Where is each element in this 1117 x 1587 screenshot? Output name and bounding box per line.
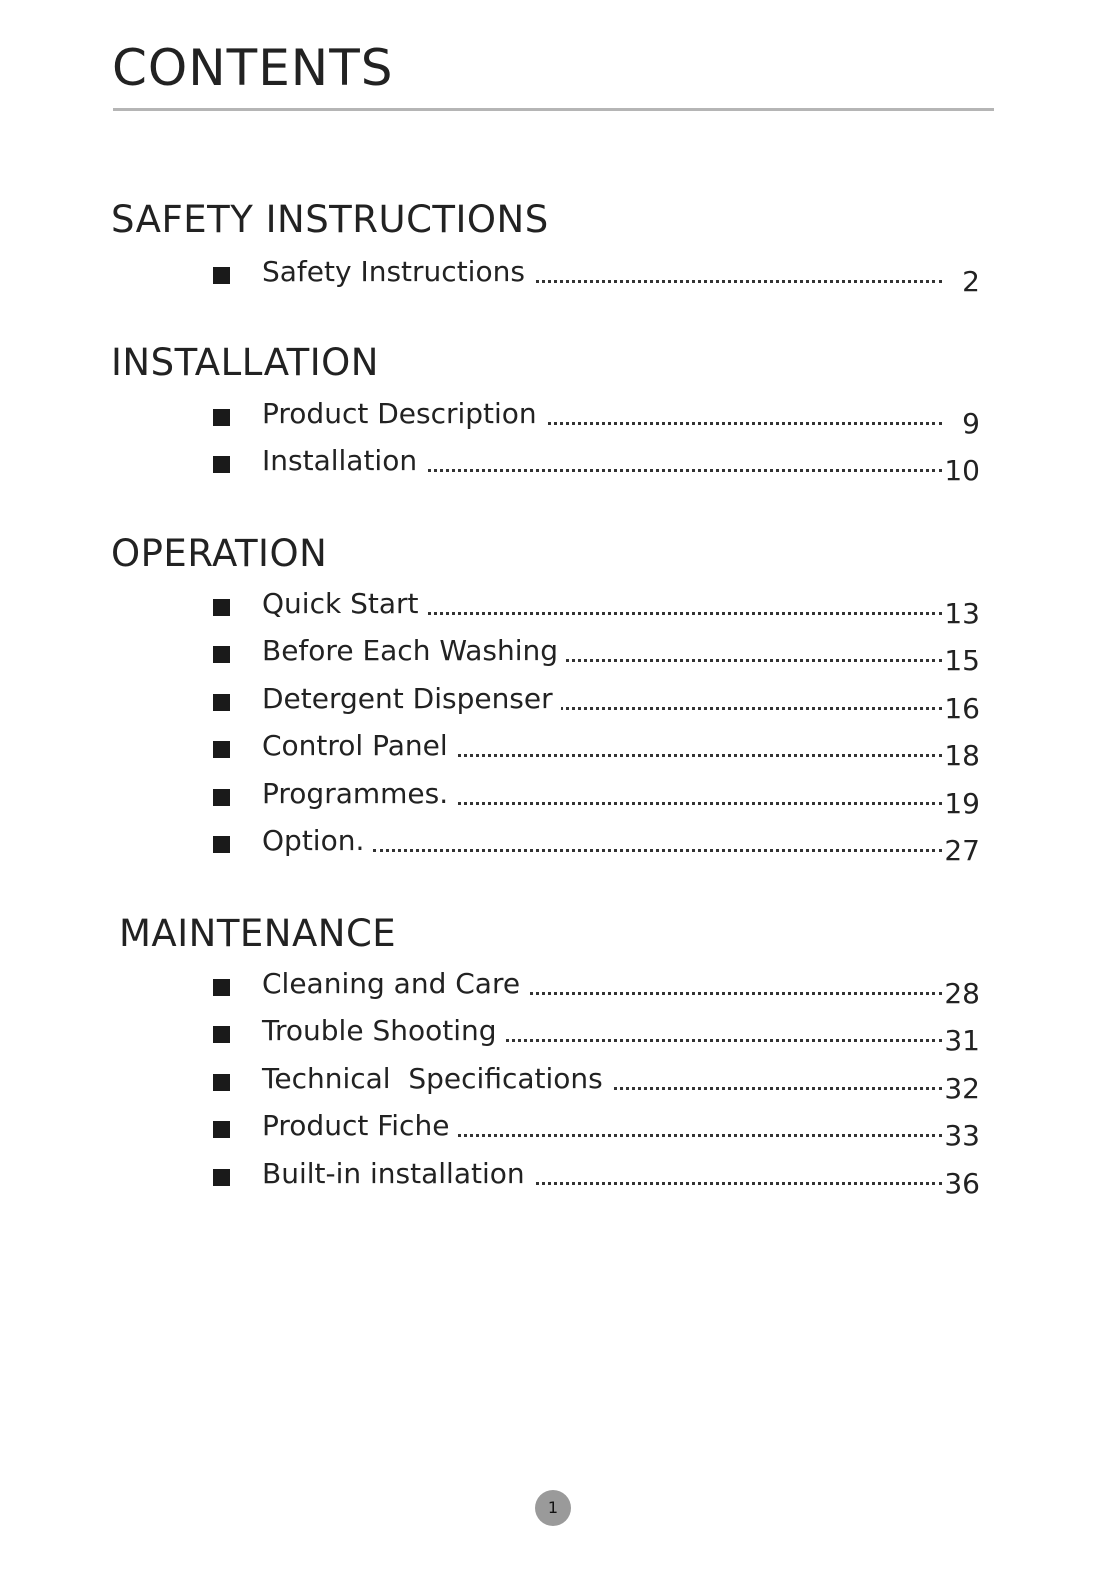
toc-entry-page: 2 [962,265,980,298]
toc-entry-label: Trouble Shooting [262,1015,505,1047]
toc-entry-built-in-installation[interactable] [213,1158,988,1198]
toc-entry-label: Built-in installation [262,1158,533,1190]
toc-entry-cleaning-and-care[interactable] [213,968,988,1008]
toc-entry-label: Option. [262,825,372,857]
toc-entry-label: Before Each Washing [262,635,566,667]
toc-entry-page: 27 [944,834,980,867]
toc-entry-page: 10 [944,454,980,487]
toc-entry-label: Technical Specifications [262,1063,611,1095]
square-bullet-icon [213,267,230,284]
dot-leader [373,754,942,757]
square-bullet-icon [213,789,230,806]
section-heading: OPERATION [111,532,328,575]
square-bullet-icon [213,1026,230,1043]
toc-entry-detergent-dispenser[interactable] [213,683,988,723]
section-heading: SAFETY INSTRUCTIONS [111,198,549,241]
toc-entry-programmes[interactable] [213,778,988,818]
toc-entry-label: Quick Start [262,588,426,620]
toc-entry-page: 13 [944,597,980,630]
dot-leader [373,612,942,615]
page-number-badge: 1 [535,1490,571,1526]
toc-entry-label: Cleaning and Care [262,968,528,1000]
toc-entry-installation[interactable] [213,445,988,485]
title-divider [113,108,994,111]
dot-leader [373,802,942,805]
toc-entry-product-description[interactable] [213,398,988,438]
square-bullet-icon [213,599,230,616]
square-bullet-icon [213,646,230,663]
toc-entry-technical-specifications[interactable] [213,1063,988,1103]
toc-entry-page: 28 [944,977,980,1010]
toc-entry-page: 31 [944,1024,980,1057]
toc-entry-page: 19 [944,787,980,820]
square-bullet-icon [213,1121,230,1138]
square-bullet-icon [213,409,230,426]
square-bullet-icon [213,979,230,996]
toc-entry-label: Product Fiche [262,1110,457,1142]
dot-leader [373,469,942,472]
toc-entry-safety-instructions[interactable] [213,256,988,296]
toc-entry-page: 9 [962,407,980,440]
toc-entry-label: Safety Instructions [262,256,533,288]
toc-entry-option[interactable] [213,825,988,865]
toc-entry-quick-start[interactable] [213,588,988,628]
dot-leader [373,849,942,852]
square-bullet-icon [213,741,230,758]
toc-entry-before-each-washing[interactable] [213,635,988,675]
square-bullet-icon [213,1074,230,1091]
toc-entry-label: Product Description [262,398,545,430]
toc-entry-page: 32 [944,1072,980,1105]
page-title: CONTENTS [112,39,394,97]
dot-leader [373,1134,942,1137]
square-bullet-icon [213,836,230,853]
toc-entry-page: 18 [944,739,980,772]
section-heading: INSTALLATION [111,341,379,384]
toc-entry-label: Control Panel [262,730,456,762]
square-bullet-icon [213,456,230,473]
toc-entry-page: 36 [944,1167,980,1200]
toc-entry-label: Detergent Dispenser [262,683,561,715]
square-bullet-icon [213,1169,230,1186]
section-heading: MAINTENANCE [119,912,397,955]
square-bullet-icon [213,694,230,711]
toc-entry-page: 15 [944,644,980,677]
toc-entry-page: 33 [944,1119,980,1152]
toc-entry-page: 16 [944,692,980,725]
toc-entry-label: Programmes. [262,778,456,810]
toc-entry-control-panel[interactable] [213,730,988,770]
toc-entry-label: Installation [262,445,425,477]
toc-entry-trouble-shooting[interactable] [213,1015,988,1055]
toc-entry-product-fiche[interactable] [213,1110,988,1150]
